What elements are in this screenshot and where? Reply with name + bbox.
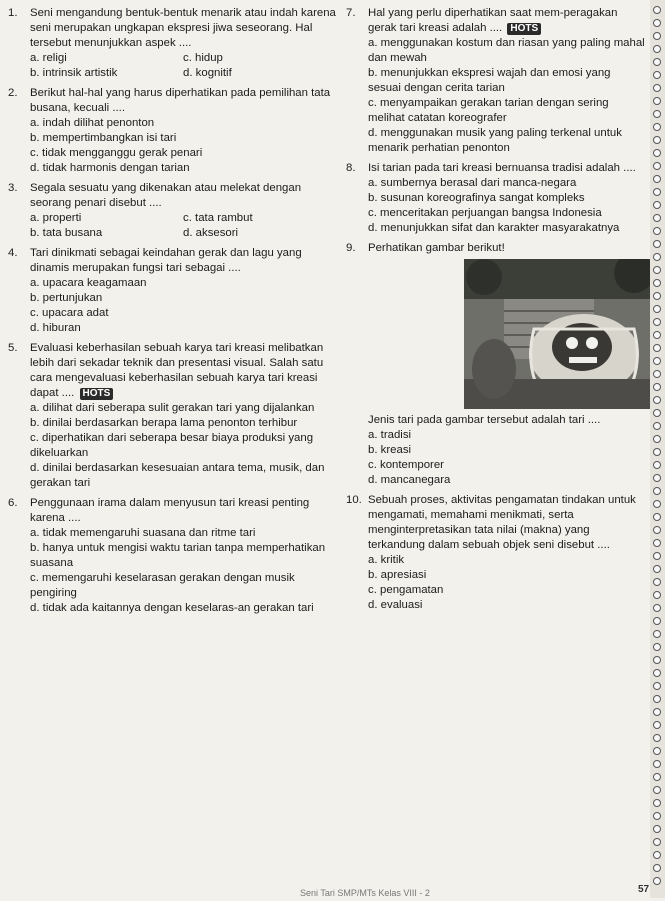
spiral-ring — [653, 552, 661, 560]
spiral-ring — [653, 474, 661, 482]
dancer-figure — [472, 339, 516, 399]
question-text: Tari dinikmati sebagai keindahan gerak dan lagu yang dinamis merupakan fungsi tari sebagai .... — [30, 247, 302, 274]
option-c[interactable]: c. upacara adat — [30, 307, 109, 319]
barong-teeth — [569, 357, 597, 363]
option-a[interactable]: a. properti — [30, 212, 82, 224]
option-b[interactable]: b. apresiasi — [368, 569, 427, 581]
spiral-ring — [653, 409, 661, 417]
question-text: Perhatikan gambar berikut! — [368, 242, 505, 254]
option-c[interactable]: c. diperhatikan dari seberapa besar biaya produksi yang dikeluarkan — [30, 432, 314, 459]
question-text: Penggunaan irama dalam menyusun tari kreasi penting karena .... — [30, 497, 310, 524]
photo-foliage — [466, 259, 502, 295]
option-b[interactable]: b. kreasi — [368, 444, 412, 456]
spiral-ring — [653, 45, 661, 53]
spiral-ring — [653, 201, 661, 209]
options — [368, 428, 646, 488]
spiral-ring — [653, 461, 661, 469]
question-text: Segala sesuatu yang dikenakan atau melekat dengan seorang penari disebut .... — [30, 182, 302, 209]
option-a[interactable]: a. sumbernya berasal dari manca-negara — [368, 177, 577, 189]
option-a[interactable]: a. indah dilihat penonton — [30, 117, 155, 129]
spiral-ring — [653, 32, 661, 40]
option-a[interactable]: a. menggunakan kostum dan riasan yang paling mahal dan mewah — [368, 37, 645, 64]
option-b[interactable]: b. pertunjukan — [30, 292, 103, 304]
option-d[interactable]: d. dinilai berdasarkan kesesuaian antara tema, musik, dan gerakan tari — [30, 462, 325, 489]
spiral-ring — [653, 370, 661, 378]
option-a[interactable]: a. tidak memengaruhi suasana dan ritme tari — [30, 527, 256, 539]
option-c[interactable]: c. pengamatan — [368, 584, 444, 596]
option-c[interactable]: c. tidak mengganggu gerak penari — [30, 147, 203, 159]
spiral-ring — [653, 799, 661, 807]
option-a[interactable]: a. upacara keagamaan — [30, 277, 147, 289]
option-c[interactable]: c. kontemporer — [368, 459, 444, 471]
spiral-ring — [653, 526, 661, 534]
spiral-ring — [653, 643, 661, 651]
question-9 — [346, 241, 646, 488]
spiral-ring — [653, 877, 661, 885]
question-number: 2. — [8, 87, 18, 99]
spiral-ring — [653, 851, 661, 859]
spiral-ring — [653, 500, 661, 508]
spiral-ring — [653, 383, 661, 391]
option-b[interactable]: b. mempertimbangkan isi tari — [30, 132, 177, 144]
question-7 — [346, 6, 646, 156]
barong-eye — [566, 337, 578, 349]
option-b[interactable]: b. tata busana — [30, 227, 103, 239]
spiral-ring — [653, 864, 661, 872]
spiral-ring — [653, 539, 661, 547]
barong-eye — [586, 337, 598, 349]
spiral-ring — [653, 175, 661, 183]
question-6 — [8, 496, 336, 616]
spiral-ring — [653, 71, 661, 79]
question-text: Berikut hal-hal yang harus diperhatikan pada pemilihan tata busana, kecuali .... — [30, 87, 331, 114]
question-2 — [8, 86, 336, 176]
question-4 — [8, 246, 336, 336]
hots-badge: HOTS — [507, 23, 541, 35]
question-number: 10. — [346, 494, 362, 506]
dancer-photo — [464, 259, 662, 409]
options — [30, 276, 336, 336]
options — [368, 176, 646, 236]
spiral-ring — [653, 162, 661, 170]
question-text: Isi tarian pada tari kreasi bernuansa tradisi adalah .... — [368, 162, 636, 174]
option-b[interactable]: b. menunjukkan ekspresi wajah dan emosi yang sesuai dengan cerita tarian — [368, 67, 611, 94]
option-b[interactable]: b. susunan koreografinya sangat kompleks — [368, 192, 585, 204]
spiral-ring — [653, 656, 661, 664]
spiral-ring — [653, 279, 661, 287]
spiral-ring — [653, 266, 661, 274]
question-number: 9. — [346, 242, 356, 254]
option-d[interactable]: d. aksesori — [183, 227, 239, 239]
question-number: 6. — [8, 497, 18, 509]
spiral-ring — [653, 188, 661, 196]
spiral-ring — [653, 591, 661, 599]
option-b[interactable]: b. hanya untuk mengisi waktu tarian tanpa memperhatikan suasana — [30, 542, 326, 569]
spiral-ring — [653, 435, 661, 443]
option-c[interactable]: c. menceritakan perjuangan bangsa Indonesia — [368, 207, 602, 219]
left-column — [8, 6, 336, 621]
spiral-ring — [653, 227, 661, 235]
spiral-ring — [653, 331, 661, 339]
question-number: 7. — [346, 7, 356, 19]
option-d[interactable]: d. menggunakan musik yang paling terkenal untuk menarik perhatian penonton — [368, 127, 622, 154]
spiral-ring — [653, 565, 661, 573]
spiral-ring — [653, 747, 661, 755]
spiral-ring — [653, 97, 661, 105]
spiral-ring — [653, 136, 661, 144]
options — [368, 36, 646, 156]
spiral-ring — [653, 123, 661, 131]
options — [368, 553, 646, 613]
option-a[interactable]: a. dilihat dari seberapa sulit gerakan tari yang dijalankan — [30, 402, 315, 414]
spiral-ring — [653, 630, 661, 638]
spiral-ring — [653, 682, 661, 690]
question-number: 3. — [8, 182, 18, 194]
question-text: Hal yang perlu diperhatikan saat mem-peragakan gerak tari kreasi adalah .... — [368, 7, 618, 34]
spiral-ring — [653, 695, 661, 703]
spiral-ring — [653, 19, 661, 27]
spiral-ring — [653, 708, 661, 716]
question-5 — [8, 341, 336, 491]
spiral-ring — [653, 513, 661, 521]
option-a[interactable]: a. religi — [30, 52, 67, 64]
option-c[interactable]: c. tata rambut — [183, 212, 253, 224]
option-b[interactable]: b. intrinsik artistik — [30, 67, 118, 79]
spiral-ring — [653, 578, 661, 586]
question-number: 4. — [8, 247, 18, 259]
spiral-ring — [653, 84, 661, 92]
question-1 — [8, 6, 336, 81]
spiral-ring — [653, 110, 661, 118]
spiral-ring — [653, 669, 661, 677]
option-c[interactable]: c. menyampaikan gerakan tarian dengan sering melihat catatan koreografer — [368, 97, 609, 124]
question-text-after-image: Jenis tari pada gambar tersebut adalah tari .... — [368, 414, 601, 426]
spiral-ring — [653, 487, 661, 495]
spiral-ring — [653, 734, 661, 742]
page-number: 57 — [638, 884, 650, 895]
option-d[interactable]: d. evaluasi — [368, 599, 423, 611]
option-d[interactable]: d. menunjukkan sifat dan karakter masyarakatnya — [368, 222, 620, 234]
spiral-ring — [653, 448, 661, 456]
spiral-ring — [653, 617, 661, 625]
spiral-ring — [653, 604, 661, 612]
question-text: Seni mengandung bentuk-bentuk menarik atau indah karena seni merupakan ungkapan ekspresi jiwa seseorang. Hal tersebut menunjukkan aspek .... — [30, 7, 336, 49]
spiral-ring — [653, 357, 661, 365]
footer-text: Seni Tari SMP/MTs Kelas VIII - 2 — [300, 888, 430, 898]
spiral-ring — [653, 812, 661, 820]
spiral-ring — [653, 305, 661, 313]
spiral-ring — [653, 344, 661, 352]
option-d[interactable]: d. kognitif — [183, 67, 232, 79]
option-c[interactable]: c. hidup — [183, 52, 223, 64]
question-text: Sebuah proses, aktivitas pengamatan tindakan untuk mengamati, memahami menikmati, serta menginterpretasikan tata nilai (makna) yang terkandung dalam sebuah objek seni disebut .... — [368, 494, 636, 551]
spiral-ring — [653, 58, 661, 66]
question-text: Evaluasi keberhasilan sebuah karya tari kreasi melibatkan lebih dari sekadar teknik dan presentasi visual. Salah satu cara mengevaluasi keberhasilan sebuah karya tari kreasi dapat .... — [30, 342, 324, 399]
spiral-ring — [653, 786, 661, 794]
spiral-ring — [653, 149, 661, 157]
spiral-ring — [653, 838, 661, 846]
question-number: 1. — [8, 7, 18, 19]
spiral-ring — [653, 825, 661, 833]
question-number: 5. — [8, 342, 18, 354]
spiral-ring — [653, 396, 661, 404]
options — [30, 401, 336, 491]
question-3 — [8, 181, 336, 241]
right-column — [346, 6, 646, 618]
options — [30, 526, 336, 616]
photo-container — [368, 259, 662, 409]
spiral-ring — [653, 214, 661, 222]
spiral-ring — [653, 721, 661, 729]
question-8 — [346, 161, 646, 236]
hots-badge: HOTS — [80, 388, 114, 400]
question-number: 8. — [346, 162, 356, 174]
spiral-ring — [653, 422, 661, 430]
spiral-ring — [653, 318, 661, 326]
option-d[interactable]: d. hiburan — [30, 322, 81, 334]
option-c[interactable]: c. memengaruhi keselarasan gerakan dengan musik pengiring — [30, 572, 295, 599]
option-d[interactable]: d. tidak harmonis dengan tarian — [30, 162, 190, 174]
spiral-ring — [653, 760, 661, 768]
option-a[interactable]: a. tradisi — [368, 429, 412, 441]
question-10 — [346, 493, 646, 613]
option-d[interactable]: d. tidak ada kaitannya dengan keselaras-an gerakan tari — [30, 602, 314, 614]
spiral-ring — [653, 292, 661, 300]
spiral-ring — [653, 253, 661, 261]
option-b[interactable]: b. dinilai berdasarkan berapa lama penonton terhibur — [30, 417, 298, 429]
option-d[interactable]: d. mancanegara — [368, 474, 451, 486]
spiral-ring — [653, 240, 661, 248]
spiral-ring — [653, 6, 661, 14]
spiral-ring — [653, 773, 661, 781]
options — [30, 116, 336, 176]
spiral-binding-icon — [650, 0, 665, 898]
option-a[interactable]: a. kritik — [368, 554, 405, 566]
options — [30, 211, 336, 241]
options — [30, 51, 336, 81]
